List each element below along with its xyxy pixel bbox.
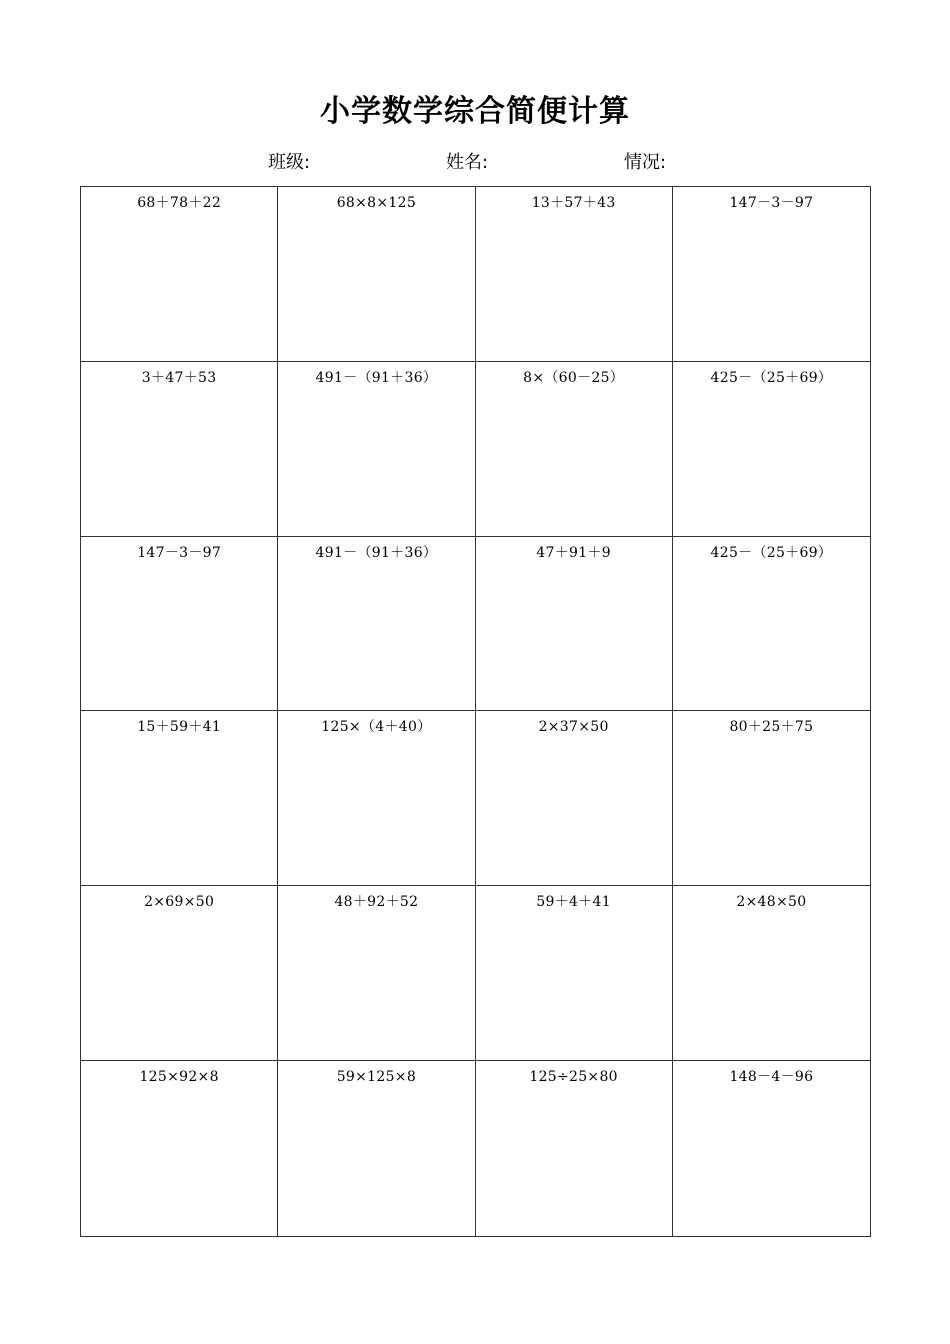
problem-cell: 2×69×50	[81, 886, 278, 1061]
problem-cell: 425－（25＋69）	[673, 362, 870, 537]
page-title: 小学数学综合简便计算	[320, 94, 630, 129]
problem-cell: 425－（25＋69）	[673, 537, 870, 712]
problem-cell: 13＋57＋43	[476, 187, 673, 362]
problem-cell: 125×（4＋40）	[278, 711, 475, 886]
problem-cell: 125÷25×80	[476, 1061, 673, 1236]
problem-grid	[80, 186, 871, 1237]
problem-cell: 2×48×50	[673, 886, 870, 1061]
problem-cell: 491－（91＋36）	[278, 362, 475, 537]
problem-cell: 125×92×8	[81, 1061, 278, 1236]
problem-cell: 80＋25＋75	[673, 711, 870, 886]
problem-cell: 3＋47＋53	[81, 362, 278, 537]
problem-cell: 147－3－97	[81, 537, 278, 712]
problem-cell: 47＋91＋9	[476, 537, 673, 712]
problem-cell: 59＋4＋41	[476, 886, 673, 1061]
problem-cell: 68＋78＋22	[81, 187, 278, 362]
status-label: 情况:	[624, 152, 667, 173]
problem-cell: 491－（91＋36）	[278, 537, 475, 712]
problem-cell: 147－3－97	[673, 187, 870, 362]
problem-cell: 48＋92＋52	[278, 886, 475, 1061]
problem-cell: 15＋59＋41	[81, 711, 278, 886]
problem-cell: 8×（60－25）	[476, 362, 673, 537]
problem-cell: 68×8×125	[278, 187, 475, 362]
student-info-row	[0, 150, 950, 176]
name-label: 姓名:	[446, 152, 489, 173]
problem-cell: 59×125×8	[278, 1061, 475, 1236]
class-label: 班级:	[268, 152, 311, 173]
problem-cell: 148－4－96	[729, 1069, 814, 1086]
problem-cell: 2×37×50	[476, 711, 673, 886]
